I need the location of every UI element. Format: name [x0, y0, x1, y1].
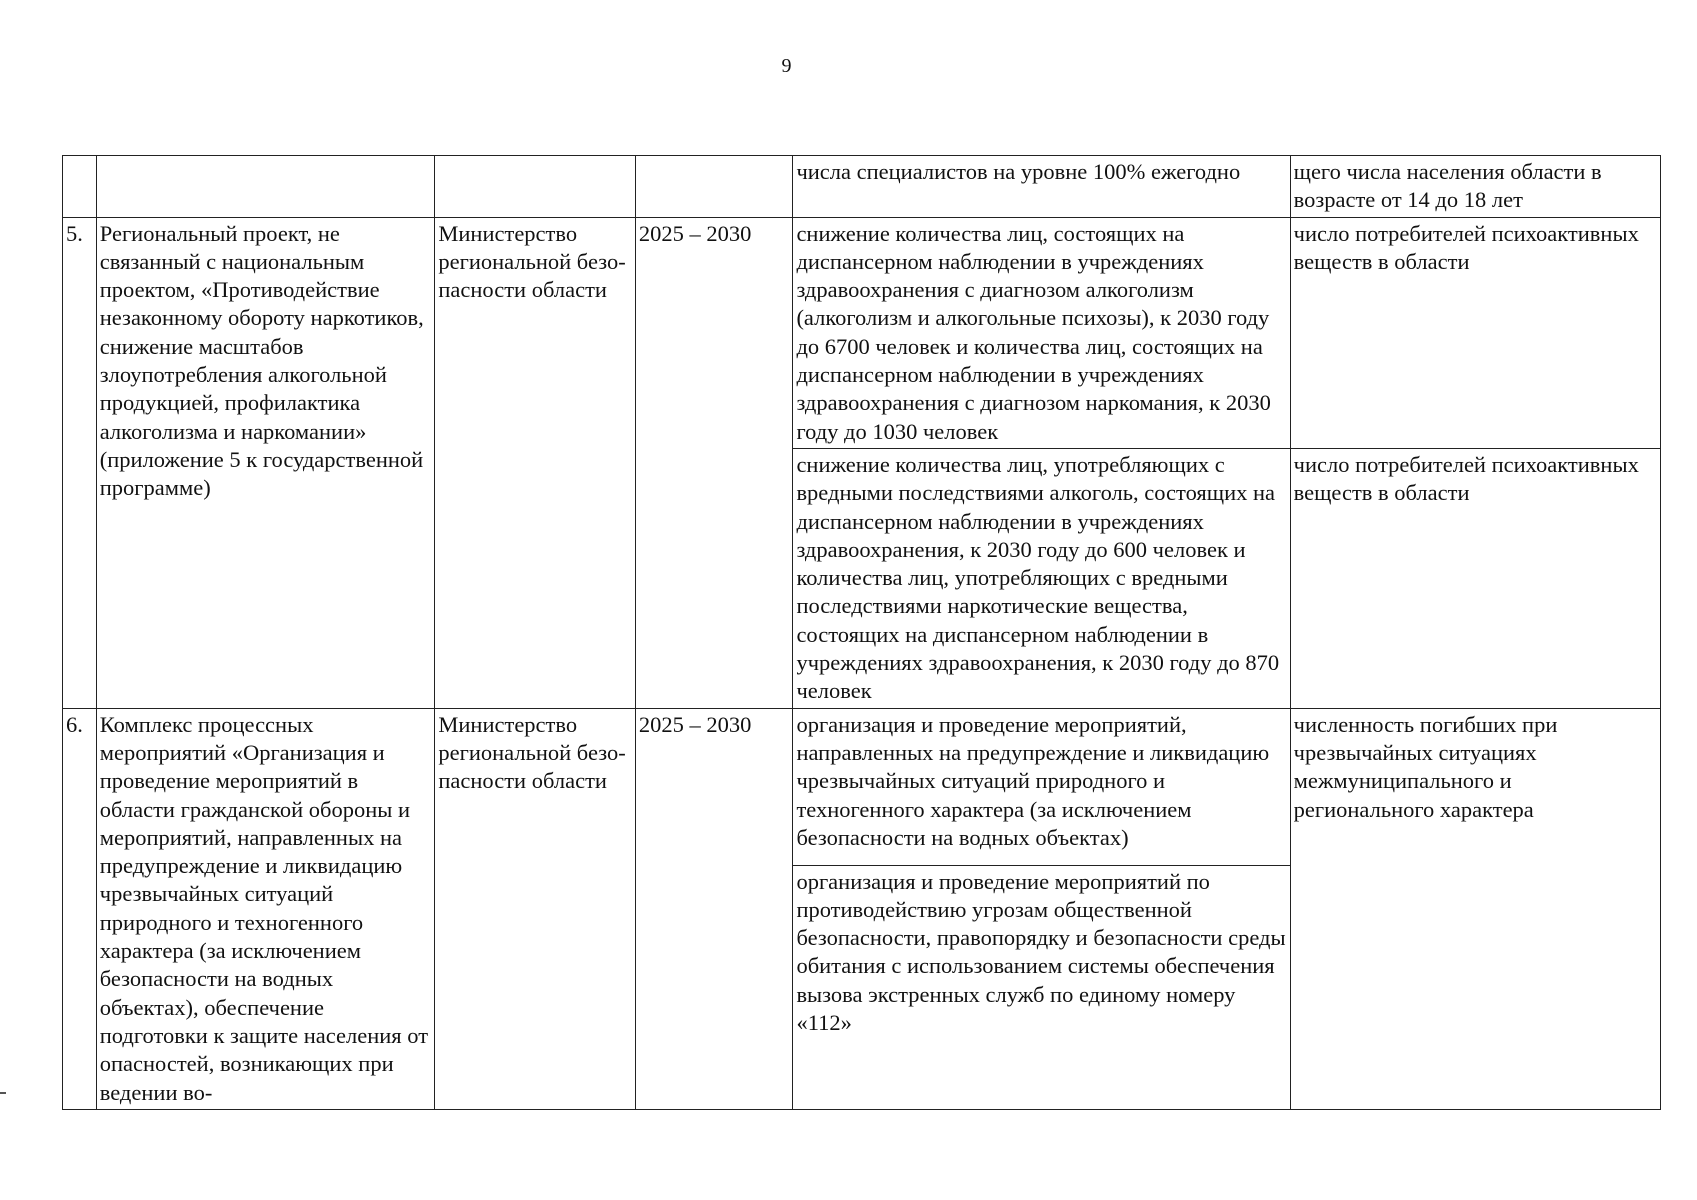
cell-indicator: щего числа населения области в возрасте от 14 до 18 лет [1290, 156, 1660, 218]
row6-indicator-1: численность погибших при чрезвычайных ситуациях межмуниципального и регионального характера [1290, 708, 1660, 1109]
row6-task-2: организация и проведение мероприятий по противодействию угрозам общественной безопасности, правопорядку и безопасности среды обитания с использованием системы обеспечения вызова экстренных служб по единому номеру «112» [793, 865, 1290, 1109]
table-row-continuation [63, 156, 1661, 218]
table-row-5 [63, 217, 1661, 448]
row5-name: Региональный проект, не связанный с национальным проектом, «Противодействие незаконному обороту наркотиков, снижение масштабов злоупотребления алкогольной продукцией, профилактика алкоголизма и наркомании» (приложение 5 к государственной программе) [96, 217, 435, 708]
row5-term: 2025 – 2030 [635, 217, 793, 708]
row5-responsible: Министерство региональной безопасности области [435, 217, 636, 708]
cell-task: числа специалистов на уровне 100% ежегодно [793, 156, 1290, 218]
row6-name: Комплекс процессных мероприятий «Организация и проведение мероприятий в области гражданской обороны и мероприятий, направленных на предупреждение и ликвидацию чрезвычайных ситуаций природного и техногенного характера (за исключением безопасности на водных объектах), обеспечение подготовки к защите населения от опасностей, возникающих при ведении во- [96, 708, 435, 1109]
row6-num: 6. [63, 708, 97, 1109]
cell-num [63, 156, 97, 218]
row5-task-2: снижение количества лиц, употребляющих с вредными последствиями алкоголь, состоящих на диспансерном наблюдении в учреждениях здравоохранения, к 2030 году до 600 человек и количества лиц, употребляющих с вредными последствиями наркотические вещества, состоящих на диспансерном наблюдении в учреждениях здравоохранения, к 2030 году до 870 человек [793, 448, 1290, 708]
program-table [62, 155, 1661, 1110]
page-number: 9 [781, 55, 792, 77]
cell-name [96, 156, 435, 218]
margin-mark [0, 1092, 6, 1094]
row5-indicator-2: число потребителей психоактивных веществ в области [1290, 448, 1660, 708]
row5-task-1: снижение количества лиц, состоящих на диспансерном наблюдении в учреждениях здравоохранения с диагнозом алкоголизм (алкоголизм и алкогольные психозы), к 2030 году до 6700 человек и количества лиц, состоящих на диспансерном наблюдении в учреждениях здравоохранения с диагнозом наркомания, к 2030 году до 1030 человек [793, 217, 1290, 448]
row6-task-1: организация и проведение мероприятий, направленных на предупреждение и ликвидацию чрезвычайных ситуаций природного и техногенного характера (за исключением безопасности на водных объектах) [793, 708, 1290, 865]
cell-responsible [435, 156, 636, 218]
cell-term [635, 156, 793, 218]
row6-responsible: Министерство региональной безопасности области [435, 708, 636, 1109]
row5-num: 5. [63, 217, 97, 708]
row6-term: 2025 – 2030 [635, 708, 793, 1109]
table-row-6 [63, 708, 1661, 865]
row5-indicator-1: число потребителей психоактивных веществ в области [1290, 217, 1660, 448]
